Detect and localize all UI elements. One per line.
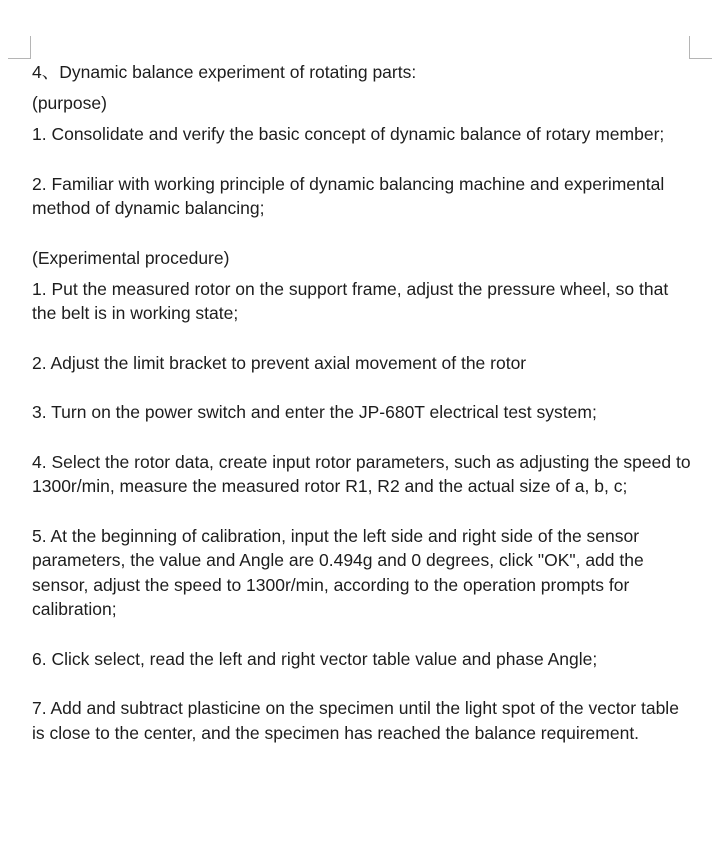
procedure-item: 2. Adjust the limit bracket to prevent axial movement of the rotor bbox=[32, 352, 527, 373]
procedure-heading: (Experimental procedure) bbox=[32, 247, 230, 268]
procedure-item: 3. Turn on the power switch and enter the JP-680T electrical test system; bbox=[32, 402, 597, 422]
document-title: 4、Dynamic balance experiment of rotating parts: bbox=[32, 62, 417, 82]
procedure-item: 7. Add and subtract plasticine on the specimen until the light spot of the vector table is close to the center, and the specimen has reached the balance requirement. bbox=[32, 698, 679, 743]
document-body bbox=[32, 60, 692, 770]
page-corner-mark-left bbox=[8, 36, 31, 59]
procedure-item: 5. At the beginning of calibration, input the left side and right side of the sensor parameters, the value and Angle are 0.494g and 0 degrees, click "OK", add the sensor, adjust the speed to 1300r/min, according to the operation prompts for calibration; bbox=[32, 525, 644, 619]
procedure-item: 4. Select the rotor data, create input rotor parameters, such as adjusting the speed to 1300r/min, measure the measured rotor R1, R2 and the actual size of a, b, c; bbox=[32, 451, 691, 496]
procedure-item: 6. Click select, read the left and right vector table value and phase Angle; bbox=[32, 648, 598, 669]
procedure-item: 1. Put the measured rotor on the support frame, adjust the pressure wheel, so that the belt is in working state; bbox=[32, 278, 669, 323]
purpose-item: 1. Consolidate and verify the basic concept of dynamic balance of rotary member; bbox=[32, 124, 665, 144]
page-corner-mark-right bbox=[689, 36, 712, 59]
purpose-item: 2. Familiar with working principle of dynamic balancing machine and experimental method of dynamic balancing; bbox=[32, 173, 665, 218]
purpose-heading: (purpose) bbox=[32, 93, 107, 113]
